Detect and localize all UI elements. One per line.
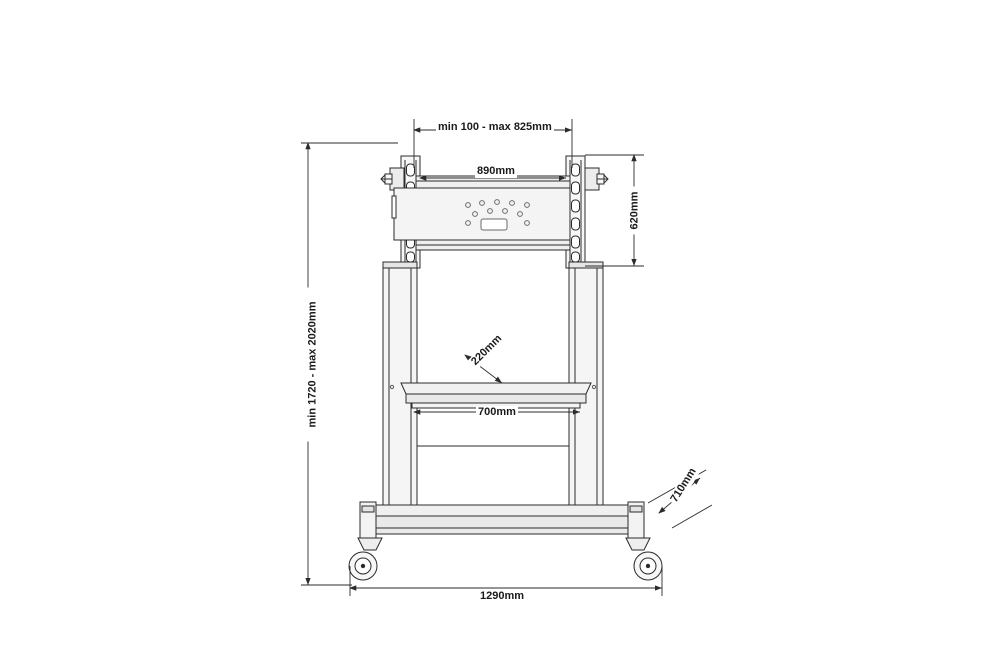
shelf [401, 383, 591, 408]
dimension-label-base-depth: 710mm [667, 464, 700, 506]
dimension-label-shelf-width: 700mm [478, 406, 516, 418]
mount-crossbar-lower [416, 240, 570, 250]
dimension-label-base-width: 1290mm [480, 590, 525, 602]
castor-left [349, 538, 382, 580]
base-frame [360, 502, 644, 538]
mount-clamp-left [381, 168, 404, 190]
dimension-label-crossbar-width: 890mm [477, 165, 515, 177]
mount-clamp-right [585, 168, 608, 190]
dimension-label-mount-height: 620mm [629, 187, 642, 235]
dimension-label-mount-width-range: min 100 - max 825mm [438, 121, 552, 133]
mount-backplate [392, 188, 570, 240]
castor-right [626, 538, 662, 580]
dimension-label-total-height-range: min 1720 - max 2020mm [307, 288, 320, 442]
dimension-label-shelf-depth: 220mm [468, 331, 507, 370]
